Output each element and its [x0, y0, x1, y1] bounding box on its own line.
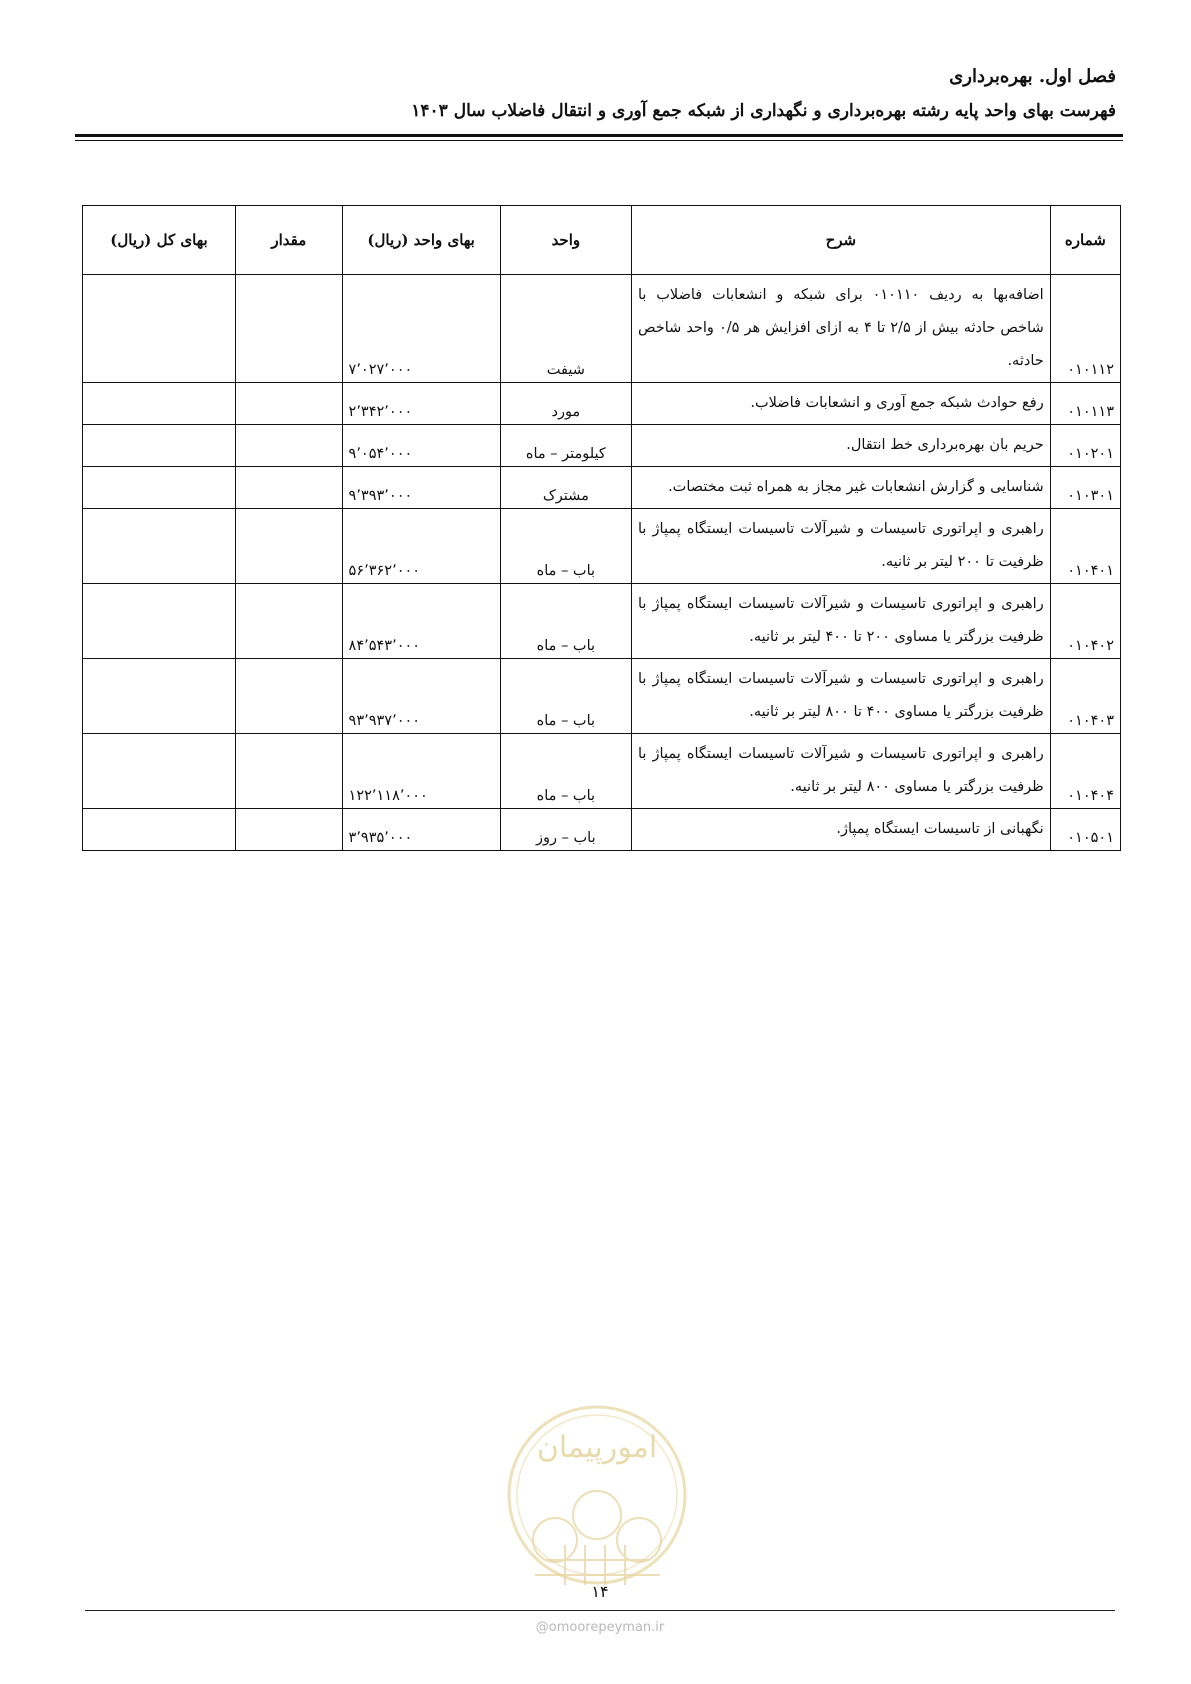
- row-number: ۰۱۰۵۰۱: [1050, 809, 1120, 851]
- row-total: [83, 275, 236, 383]
- row-quantity: [236, 509, 342, 584]
- row-unit-price: ۸۴٬۵۴۳٬۰۰۰: [342, 584, 500, 659]
- row-description: راهبری و اپراتوری تاسیسات و شیرآلات تاسیسات ایستگاه پمپاژ با ظرفیت بزرگتر یا مساوی ۴۰۰ تا ۸۰۰ لیتر بر ثانیه.: [632, 659, 1051, 734]
- footer-website: @omoorepeyman.ir: [535, 1620, 665, 1635]
- row-quantity: [236, 467, 342, 509]
- header-unit: واحد: [500, 206, 631, 275]
- row-total: [83, 467, 236, 509]
- row-unit: مورد: [500, 383, 631, 425]
- row-description: حریم بان بهره‌برداری خط انتقال.: [632, 425, 1051, 467]
- row-total: [83, 659, 236, 734]
- row-number: ۰۱۰۱۱۲: [1050, 275, 1120, 383]
- row-description: راهبری و اپراتوری تاسیسات و شیرآلات تاسیسات ایستگاه پمپاژ با ظرفیت بزرگتر یا مساوی ۲۰۰ تا ۴۰۰ لیتر بر ثانیه.: [632, 584, 1051, 659]
- row-quantity: [236, 275, 342, 383]
- watermark-text: امورپیمان: [536, 1430, 658, 1465]
- row-unit-price: ۲٬۳۴۲٬۰۰۰: [342, 383, 500, 425]
- table-row: [83, 467, 1121, 509]
- row-unit: شیفت: [500, 275, 631, 383]
- watermark-seal-icon: [505, 1395, 690, 1595]
- row-total: [83, 809, 236, 851]
- header-description: شرح: [632, 206, 1051, 275]
- table-row: [83, 584, 1121, 659]
- table-header-row: [83, 206, 1121, 275]
- header-total-price: بهای کل (ریال): [83, 206, 236, 275]
- row-number: ۰۱۰۴۰۲: [1050, 584, 1120, 659]
- header-rule-thin: [75, 140, 1123, 141]
- row-description: اضافه‌بها به ردیف ۰۱۰۱۱۰ برای شبکه و انشعابات فاضلاب با شاخص حادثه بیش از ۲/۵ تا ۴ به ازای افزایش هر ۰/۵ واحد شاخص حادثه.: [632, 275, 1051, 383]
- page-header: [66, 60, 1116, 128]
- table-row: [83, 734, 1121, 809]
- row-total: [83, 584, 236, 659]
- row-total: [83, 509, 236, 584]
- header-unit-price: بهای واحد (ریال): [342, 206, 500, 275]
- price-list-table: [82, 205, 1121, 851]
- row-unit-price: ۳٬۹۳۵٬۰۰۰: [342, 809, 500, 851]
- header-quantity: مقدار: [236, 206, 342, 275]
- row-unit-price: ۹۳٬۹۳۷٬۰۰۰: [342, 659, 500, 734]
- row-description: نگهبانی از تاسیسات ایستگاه پمپاژ.: [632, 809, 1051, 851]
- row-quantity: [236, 659, 342, 734]
- row-total: [83, 383, 236, 425]
- document-title: فهرست بهای واحد پایه رشته بهره‌برداری و نگهداری از شبکه جمع آوری و انتقال فاضلاب سال ۱۴۰۳: [411, 101, 1116, 121]
- row-quantity: [236, 425, 342, 467]
- row-quantity: [236, 584, 342, 659]
- row-unit: مشترک: [500, 467, 631, 509]
- row-description: رفع حوادث شبکه جمع آوری و انشعابات فاضلاب.: [632, 383, 1051, 425]
- footer-rule: [85, 1610, 1115, 1611]
- row-unit: باب – ماه: [500, 509, 631, 584]
- row-number: ۰۱۰۲۰۱: [1050, 425, 1120, 467]
- table-row: [83, 275, 1121, 383]
- row-unit: باب – ماه: [500, 734, 631, 809]
- row-unit: باب – ماه: [500, 659, 631, 734]
- row-total: [83, 734, 236, 809]
- row-number: ۰۱۰۱۱۳: [1050, 383, 1120, 425]
- row-total: [83, 425, 236, 467]
- row-number: ۰۱۰۴۰۱: [1050, 509, 1120, 584]
- row-number: ۰۱۰۴۰۴: [1050, 734, 1120, 809]
- table-row: [83, 809, 1121, 851]
- page-number: ۱۴: [591, 1582, 609, 1601]
- header-number: شماره: [1050, 206, 1120, 275]
- row-description: راهبری و اپراتوری تاسیسات و شیرآلات تاسیسات ایستگاه پمپاژ با ظرفیت بزرگتر یا مساوی ۸۰۰ لیتر بر ثانیه.: [632, 734, 1051, 809]
- row-number: ۰۱۰۳۰۱: [1050, 467, 1120, 509]
- table-row: [83, 383, 1121, 425]
- row-description: شناسایی و گزارش انشعابات غیر مجاز به همراه ثبت مختصات.: [632, 467, 1051, 509]
- header-rule-thick: [75, 134, 1123, 137]
- row-quantity: [236, 809, 342, 851]
- row-quantity: [236, 383, 342, 425]
- row-quantity: [236, 734, 342, 809]
- row-unit-price: ۹٬۰۵۴٬۰۰۰: [342, 425, 500, 467]
- row-unit-price: ۹٬۳۹۳٬۰۰۰: [342, 467, 500, 509]
- row-description: راهبری و اپراتوری تاسیسات و شیرآلات تاسیسات ایستگاه پمپاژ با ظرفیت تا ۲۰۰ لیتر بر ثانیه.: [632, 509, 1051, 584]
- row-unit-price: ۱۲۲٬۱۱۸٬۰۰۰: [342, 734, 500, 809]
- row-unit: باب – ماه: [500, 584, 631, 659]
- row-number: ۰۱۰۴۰۳: [1050, 659, 1120, 734]
- row-unit-price: ۵۶٬۳۶۲٬۰۰۰: [342, 509, 500, 584]
- table-row: [83, 425, 1121, 467]
- table-row: [83, 659, 1121, 734]
- row-unit: کیلومتر – ماه: [500, 425, 631, 467]
- row-unit: باب – روز: [500, 809, 631, 851]
- chapter-title: فصل اول. بهره‌برداری: [949, 66, 1116, 87]
- row-unit-price: ۷٬۰۲۷٬۰۰۰: [342, 275, 500, 383]
- table-row: [83, 509, 1121, 584]
